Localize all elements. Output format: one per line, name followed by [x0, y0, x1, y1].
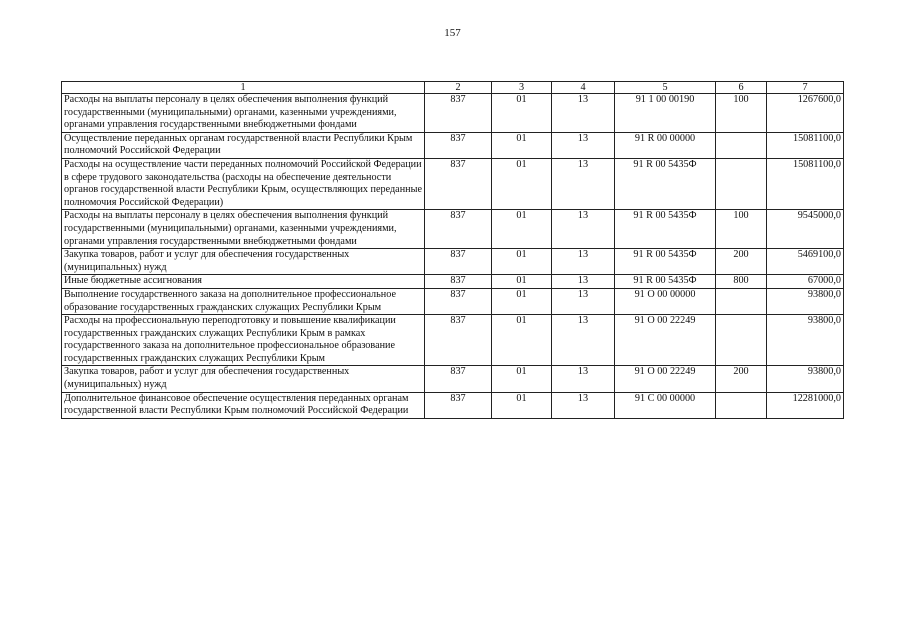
table-row [62, 392, 844, 418]
cell-col4: 13 [552, 392, 615, 418]
cell-col3: 01 [492, 315, 552, 366]
table-row [62, 158, 844, 209]
cell-col2: 837 [425, 288, 492, 314]
cell-col6: 200 [716, 249, 767, 275]
cell-col5: 91 О 00 00000 [615, 288, 716, 314]
cell-col3: 01 [492, 288, 552, 314]
table-row [62, 275, 844, 289]
cell-col6 [716, 392, 767, 418]
column-header: 4 [552, 82, 615, 94]
budget-table [61, 81, 844, 419]
cell-col3: 01 [492, 158, 552, 209]
cell-col5: 91 О 00 22249 [615, 315, 716, 366]
cell-col2: 837 [425, 132, 492, 158]
cell-col4: 13 [552, 366, 615, 392]
column-header: 5 [615, 82, 716, 94]
cell-col4: 13 [552, 210, 615, 249]
table-body [62, 94, 844, 419]
cell-col5: 91 С 00 00000 [615, 392, 716, 418]
cell-col2: 837 [425, 249, 492, 275]
row-description: Закупка товаров, работ и услуг для обеспечения государственных (муниципальных) нужд [62, 249, 425, 275]
table-row [62, 132, 844, 158]
table-row [62, 249, 844, 275]
cell-col2: 837 [425, 275, 492, 289]
table-row [62, 315, 844, 366]
table-row [62, 94, 844, 133]
cell-col4: 13 [552, 132, 615, 158]
cell-col3: 01 [492, 210, 552, 249]
column-header: 2 [425, 82, 492, 94]
row-description: Расходы на профессиональную переподготовку и повышение квалификации государственных гражданских служащих Республики Крым в рамках государственного заказа на дополнительное профессиональное образование государственных гражданских служащих Республики Крым [62, 315, 425, 366]
cell-amount: 93800,0 [767, 315, 844, 366]
cell-col3: 01 [492, 132, 552, 158]
header-row [62, 82, 844, 94]
cell-col5: 91 R 00 5435Ф [615, 275, 716, 289]
cell-col2: 837 [425, 366, 492, 392]
cell-col5: 91 1 00 00190 [615, 94, 716, 133]
cell-amount: 15081100,0 [767, 158, 844, 209]
cell-col6 [716, 158, 767, 209]
cell-col5: 91 R 00 5435Ф [615, 158, 716, 209]
row-description: Расходы на выплаты персоналу в целях обеспечения выполнения функций государственными (муниципальными) органами, казенными учреждениями, органами управления государственными внебюджетными фондами [62, 94, 425, 133]
row-description: Осуществление переданных органам государственной власти Республики Крым полномочий Российской Федерации [62, 132, 425, 158]
cell-col3: 01 [492, 275, 552, 289]
cell-col3: 01 [492, 392, 552, 418]
row-description: Расходы на осуществление части переданных полномочий Российской Федерации в сфере трудового законодательства (расходы на обеспечение деятельности органов государственной власти Республики Крым, осуществляющих переданные полномочия Российской Федерации) [62, 158, 425, 209]
cell-col6 [716, 288, 767, 314]
cell-col4: 13 [552, 158, 615, 209]
cell-col2: 837 [425, 392, 492, 418]
row-description: Расходы на выплаты персоналу в целях обеспечения выполнения функций государственными (муниципальными) органами, казенными учреждениями, органами управления государственными внебюджетными фондами [62, 210, 425, 249]
cell-amount: 12281000,0 [767, 392, 844, 418]
cell-amount: 67000,0 [767, 275, 844, 289]
cell-col3: 01 [492, 366, 552, 392]
cell-col2: 837 [425, 315, 492, 366]
cell-amount: 1267600,0 [767, 94, 844, 133]
cell-col4: 13 [552, 315, 615, 366]
cell-amount: 5469100,0 [767, 249, 844, 275]
cell-amount: 15081100,0 [767, 132, 844, 158]
column-header: 7 [767, 82, 844, 94]
table-row [62, 366, 844, 392]
cell-col5: 91 R 00 5435Ф [615, 249, 716, 275]
cell-col4: 13 [552, 288, 615, 314]
cell-col5: 91 О 00 22249 [615, 366, 716, 392]
cell-col2: 837 [425, 94, 492, 133]
cell-col6: 800 [716, 275, 767, 289]
cell-col5: 91 R 00 5435Ф [615, 210, 716, 249]
cell-amount: 9545000,0 [767, 210, 844, 249]
cell-col6 [716, 132, 767, 158]
cell-col2: 837 [425, 210, 492, 249]
cell-amount: 93800,0 [767, 366, 844, 392]
column-header: 3 [492, 82, 552, 94]
cell-col3: 01 [492, 249, 552, 275]
table-row [62, 288, 844, 314]
cell-col3: 01 [492, 94, 552, 133]
column-header: 1 [62, 82, 425, 94]
cell-col4: 13 [552, 249, 615, 275]
row-description: Закупка товаров, работ и услуг для обеспечения государственных (муниципальных) нужд [62, 366, 425, 392]
row-description: Иные бюджетные ассигнования [62, 275, 425, 289]
cell-col4: 13 [552, 94, 615, 133]
column-header: 6 [716, 82, 767, 94]
cell-col6 [716, 315, 767, 366]
cell-col6: 100 [716, 210, 767, 249]
row-description: Дополнительное финансовое обеспечение осуществления переданных органам государственной власти Республики Крым полномочий Российской Федерации [62, 392, 425, 418]
cell-col6: 100 [716, 94, 767, 133]
page-number: 157 [444, 27, 461, 39]
row-description: Выполнение государственного заказа на дополнительное профессиональное образование государственных гражданских служащих Республики Крым [62, 288, 425, 314]
cell-col6: 200 [716, 366, 767, 392]
cell-col4: 13 [552, 275, 615, 289]
table-row [62, 210, 844, 249]
cell-amount: 93800,0 [767, 288, 844, 314]
cell-col5: 91 R 00 00000 [615, 132, 716, 158]
cell-col2: 837 [425, 158, 492, 209]
